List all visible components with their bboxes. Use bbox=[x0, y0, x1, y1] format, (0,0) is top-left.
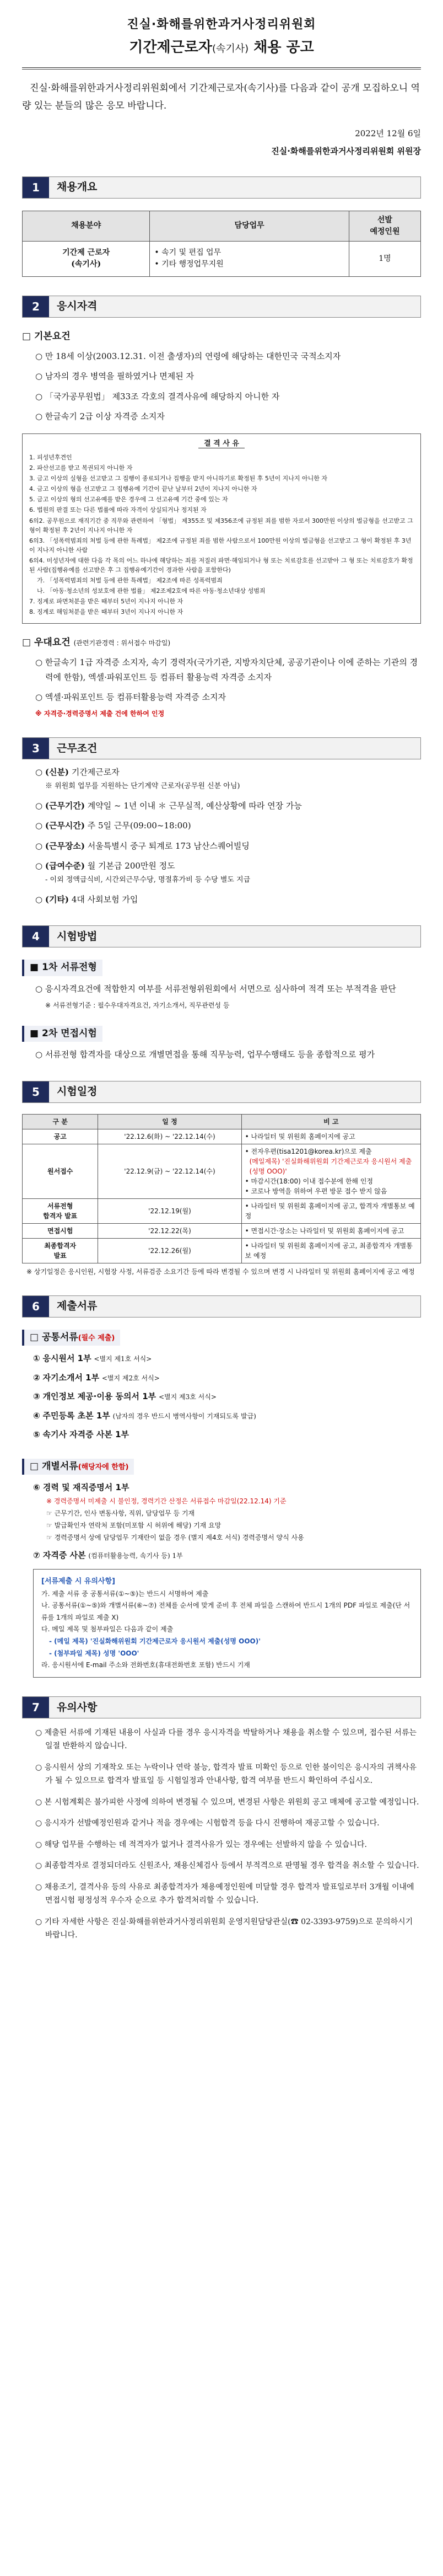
submission-note: 라. 응시원서에 E-mail 주소와 전화번호(휴대전화번호 포함) 반드시 기재 bbox=[41, 1661, 250, 1669]
list-item-text: 한글속기 1급 자격증 소지자, 속기 경력자(국가기관, 지방자치단체, 공공기관이나 이에 준하는 기관의 경력에 한함), 엑셀·파워포인트 등 컴퓨터 활용능력 자격증 소지자 bbox=[45, 657, 418, 682]
doc-item bbox=[33, 1390, 421, 1403]
doc-item bbox=[33, 1428, 421, 1441]
section-header-exam bbox=[22, 925, 421, 947]
table-cell: 1명 bbox=[349, 241, 420, 276]
overview-table bbox=[22, 211, 421, 277]
doc-note: (컴퓨터활용능력, 속기사 등) 1부 bbox=[88, 1551, 183, 1560]
signer: 진실·화해를위한과거사정리위원회 위원장 bbox=[271, 146, 421, 157]
table-row bbox=[23, 1144, 421, 1198]
condition-item bbox=[35, 874, 421, 887]
exam-note: ※ 서류전형기준 : 필수우대자격요건, 자기소개서, 직무관련성 등 bbox=[45, 1001, 230, 1009]
schedule-note: 전자우편(tisa1201@korea.kr)으로 제출 bbox=[251, 1147, 372, 1155]
section-header-cautions bbox=[22, 1696, 421, 1718]
table-row bbox=[23, 1198, 421, 1223]
condition-key: (근무기간) bbox=[45, 801, 85, 811]
table-header: 선발 예정인원 bbox=[349, 211, 420, 241]
condition-value: 서울특별시 중구 퇴계로 173 남산스퀘어빌딩 bbox=[87, 840, 250, 851]
condition-key: (근무시간) bbox=[45, 821, 85, 831]
doc-note: <별지 제2호 서식> bbox=[101, 1374, 160, 1382]
title-divider bbox=[22, 67, 421, 69]
section-label: 근무조건 bbox=[57, 742, 98, 754]
doc-num: ⑤ bbox=[33, 1429, 40, 1440]
subhead-text: 우대요건 bbox=[34, 636, 71, 648]
section-header-overview bbox=[22, 176, 421, 199]
subhead-second-stage: ■ 2차 면접시험 bbox=[22, 1026, 102, 1042]
caution-text: 응시자가 선발예정인원과 같거나 적을 경우에는 시험합격 등을 다시 진행하여 재공고할 수 있습니다. bbox=[44, 1819, 380, 1828]
table-cell: • 전자우편(tisa1201@korea.kr)으로 제출 (메일제목) '진실화해위원회 기간제근로자 응시원서 제출(성명 OOO)' • 마감시간(18:00) 이내 접수분에 한해 인정 • 코로나 방역을 위하여 우편 방문 접수 받지 않음 bbox=[241, 1144, 420, 1198]
caution-text: 제출된 서류에 기재된 내용이 사실과 다를 경우 응시자격을 박탈하거나 채용을 취소할 수 있으며, 접수된 서류는 일절 반환하지 않습니다. bbox=[44, 1728, 417, 1751]
condition-item: ○ (신분) 기간제근로자 bbox=[35, 767, 120, 778]
list-item: ○ 엑셀·파워포인트 등 컴퓨터활용능력 자격증 소지자 bbox=[35, 692, 226, 702]
schedule-note: 코로나 방역을 위하여 우편 방문 접수 받지 않음 bbox=[251, 1187, 387, 1195]
list-item-text: 한글속기 2급 이상 자격증 소지자 bbox=[45, 411, 165, 421]
table-cell: • 나라일터 및 위원회 홈페이지에 공고, 합격자 개별통보 예정 bbox=[241, 1198, 420, 1223]
section-number: 2 bbox=[23, 296, 49, 317]
disq-item: 가. 「성폭력범죄의 처벌 등에 관한 특례법」 제2조에 따른 성폭력범죄 bbox=[37, 576, 223, 584]
condition-value: 월 기본급 200만원 정도 bbox=[87, 860, 175, 871]
intro-text: 진실·화해를위한과거사정리위원회에서 기간제근로자(속기사)를 다음과 같이 공개 모집하오니 역량 있는 분들의 많은 응모 바랍니다. bbox=[22, 83, 420, 112]
condition-key: (급여수준) bbox=[45, 860, 85, 871]
subhead-preferred: □ 우대요건 (관련기관경력 : 위서접수 마감일) bbox=[22, 636, 171, 648]
subhead-first-stage: ■ 1차 서류전형 bbox=[22, 960, 102, 976]
doc-subnote: ☞ 경력증명서 상에 담당업무 기재란이 없을 경우 (별지 제4호 서식) 경력증명서 양식 사용 bbox=[46, 1533, 304, 1541]
table-cell: '22.12.9(금) ~ '22.12.14(수) bbox=[98, 1144, 241, 1198]
schedule-footnote: ※ 상기일정은 응시인원, 시험장 사정, 서류검증 소요기간 등에 따라 변경될 수 있으며 변경 시 나라일터 및 위원회 홈페이지에 공고 예정 bbox=[26, 1267, 415, 1276]
condition-value: 4대 사회보험 가입 bbox=[71, 894, 138, 904]
doc-name: 속기사 자격증 사본 1부 bbox=[42, 1429, 129, 1440]
caution-item: ○ 최종합격자로 결정되더라도 신원조사, 채용신체검사 등에서 부적격으로 판명될 경우 합격을 취소할 수 있습니다. bbox=[35, 1861, 419, 1871]
doc-note: <별지 제1호 서식> bbox=[94, 1355, 152, 1363]
exam-desc: 응시자격요건에 적합한지 여부를 서류전형위원회에서 서면으로 심사하여 적격 또는 부적격을 판단 bbox=[45, 983, 396, 994]
doc-item bbox=[33, 1410, 421, 1422]
table-cell: 원서접수 bbox=[23, 1144, 98, 1198]
list-item-text: 만 18세 이상(2003.12.31. 이전 출생자)의 연령에 해당하는 대한민국 국적소지자 bbox=[45, 351, 341, 362]
caution-item: ○ 채용조기, 결격사유 등의 사유로 최종합격자가 채용예정인원에 미달할 경우 합격자 발표일로부터 3개월 이내에 면접시험 평정성적 우수자 순으로 추가 합격처리할 수 있습니다. bbox=[35, 1882, 414, 1905]
list-item-text: 남자의 경우 병역을 필하였거나 면제된 자 bbox=[45, 371, 195, 382]
table-cell: 면접시험 bbox=[23, 1223, 98, 1238]
condition-key: (신분) bbox=[45, 767, 69, 778]
duty-item: • 기타 행정업무지원 bbox=[154, 260, 224, 269]
list-item: ○ 남자의 경우 병역을 필하였거나 면제된 자 bbox=[35, 371, 195, 382]
table-cell: 서류전형 합격자 발표 bbox=[23, 1198, 98, 1223]
subhead-basic: □ 기본요건 bbox=[22, 330, 71, 342]
caution-text: 기타 자세한 사항은 진실·화해를위한과거사정리위원회 운영지원담당관실(☎ 02-3393-9759)으로 문의하시기 바랍니다. bbox=[44, 1917, 413, 1940]
schedule-table bbox=[22, 1114, 421, 1263]
caution-item: ○ 해당 업무를 수행하는 데 적격자가 없거나 결격사유가 있는 경우에는 선발하지 않을 수 있습니다. bbox=[35, 1840, 367, 1849]
caution-item: ○ 응시원서 상의 기재착오 또는 누락이나 연락 불능, 합격자 발표 미확인 등으로 인한 불이익은 응시자의 귀책사유가 될 수 있으므로 합격자 발표일 등 시험일정과 안내사항, 합격 여부를 반드시 확인하여 주십시오. bbox=[35, 1763, 417, 1786]
subhead-text: 1차 서류전형 bbox=[41, 962, 97, 973]
section-number: 7 bbox=[23, 1697, 49, 1718]
schedule-note: 마감시간(18:00) 이내 접수분에 한해 인정 bbox=[251, 1177, 374, 1185]
list-item-text: 엑셀·파워포인트 등 컴퓨터활용능력 자격증 소지자 bbox=[45, 692, 226, 702]
duty-text: 기타 행정업무지원 bbox=[161, 260, 224, 269]
disq-item: 6의4. 미성년자에 대한 다음 각 목의 어느 하나에 해당하는 죄를 저질러 파면·해임되거나 형 또는 치료감호를 선고받아 그 형 또는 치료감호가 확정된 사람(집행유예를 선고받은 후 그 집행유예기간이 경과한 사람을 포함한다) bbox=[29, 556, 413, 574]
title-main: 기간제근로자 bbox=[129, 39, 212, 56]
table-row bbox=[23, 241, 421, 276]
condition-item: ○ (근무기간) 계약일 ~ 1년 이내 ＊ 근무실적, 예산상황에 따라 연장 가능 bbox=[35, 801, 302, 811]
table-header-row bbox=[23, 1114, 421, 1129]
submission-note: - (첨부파일 제목) 성명 'OOO' bbox=[49, 1649, 139, 1657]
submission-notes-title: [서류제출 시 유의사항] bbox=[41, 1577, 115, 1586]
disq-item: 6의3. 「성폭력범죄의 처벌 등에 관한 특례법」 제2조에 규정된 죄를 범한 사람으로서 100만원 이상의 벌금형을 선고받고 그 형이 확정된 후 3년이 지나지 아니한 사람 bbox=[29, 537, 412, 554]
table-cell: • 면접시간·장소는 나라일터 및 위원회 홈페이지에 공고 bbox=[241, 1223, 420, 1238]
doc-item bbox=[33, 1352, 421, 1365]
list-item: ○ 한글속기 1급 자격증 소지자, 속기 경력자(국가기관, 지방자치단체, 공공기관이나 이에 준하는 기관의 경력에 한함), 엑셀·파워포인트 등 컴퓨터 활용능력 자격증 소지자 bbox=[35, 657, 418, 682]
caution-item: ○ 본 시험계획은 불가피한 사정에 의하여 변경될 수 있으며, 변경된 사항은 위원회 공고 매체에 공고할 예정입니다. bbox=[35, 1797, 419, 1807]
table-cell: • 나라일터 및 위원회 홈페이지에 공고 bbox=[241, 1129, 420, 1144]
doc-num: ② bbox=[33, 1372, 40, 1383]
caution-text: 최종합격자로 결정되더라도 신원조사, 채용신체검사 등에서 부적격으로 판명될 경우 합격을 취소할 수 있습니다. bbox=[44, 1861, 419, 1871]
condition-item: ○ (근무시간) 주 5일 근무(09:00~18:00) bbox=[35, 821, 191, 831]
submission-notes-box bbox=[33, 1569, 421, 1678]
caution-item: ○ 제출된 서류에 기재된 내용이 사실과 다를 경우 응시자격을 박탈하거나 채용을 취소할 수 있으며, 접수된 서류는 일절 반환하지 않습니다. bbox=[35, 1728, 417, 1751]
table-cell: 최종합격자 발표 bbox=[23, 1238, 98, 1263]
condition-value: 주 5일 근무(09:00~18:00) bbox=[87, 821, 191, 831]
table-cell: 기간제 근로자 (속기사) bbox=[23, 241, 150, 276]
section-header-schedule bbox=[22, 1081, 421, 1103]
doc-item bbox=[33, 1372, 421, 1384]
section-header-qualification bbox=[22, 296, 421, 318]
caution-item: ○ 기타 자세한 사항은 진실·화해를위한과거사정리위원회 운영지원담당관실(☎ 02-3393-9759)으로 문의하시기 바랍니다. bbox=[35, 1917, 413, 1940]
section-label: 응시자격 bbox=[57, 300, 98, 313]
subhead-common-docs: □ 공통서류(필수 제출) bbox=[22, 1330, 120, 1346]
disqualification-title bbox=[29, 438, 414, 449]
doc-subnote: ☞ 발급확인자 연락처 포함(미포함 시 허위에 해당) 기재 요망 bbox=[46, 1521, 222, 1529]
schedule-note: (메일제목) '진실화해위원회 기간제근로자 응시원서 제출(성명 OOO)' bbox=[249, 1157, 412, 1175]
section-label: 유의사항 bbox=[57, 1701, 98, 1713]
section-header-conditions bbox=[22, 737, 421, 759]
table-cell: 공고 bbox=[23, 1129, 98, 1144]
doc-subnote: ※ 경력증명서 미제출 시 불인정, 경력기간 산정은 서류접수 마감일(22.12.14) 기준 bbox=[46, 1497, 287, 1505]
doc-name: 개인정보 제공·이용 동의서 1부 bbox=[42, 1391, 156, 1402]
disq-item: 6. 법원의 판결 또는 다른 법률에 따라 자격이 상실되거나 정지된 자 bbox=[29, 506, 207, 514]
caution-text: 응시원서 상의 기재착오 또는 누락이나 연락 불능, 합격자 발표 미확인 등으로 인한 불이익은 응시자의 귀책사유가 될 수 있으므로 합격자 발표일 등 시험일정과 안내사항, 합격 여부를 반드시 확인하여 주십시오. bbox=[44, 1763, 417, 1786]
disq-item: 나. 「아동·청소년의 성보호에 관한 법률」 제2조제2호에 따른 아동·청소년대상 성범죄 bbox=[37, 587, 266, 595]
schedule-note: 나라일터 및 위원회 홈페이지에 공고 bbox=[251, 1132, 355, 1140]
submission-note: 나. 공통서류(①~⑤)와 개별서류(⑥~⑦) 전체를 순서에 맞게 준비 후 전체 파일을 스캔하여 반드시 1개의 PDF 파일로 제출(단 서류를 1개의 파일로 제출 X) bbox=[41, 1602, 410, 1621]
table-cell bbox=[150, 241, 349, 276]
condition-value: - 이외 정액급식비, 시간외근무수당, 명절휴가비 등 수당 별도 지급 bbox=[45, 876, 251, 885]
table-cell: '22.12.19(월) bbox=[98, 1198, 241, 1223]
notice-date: 2022년 12월 6일 bbox=[355, 128, 421, 138]
submission-note: - (메일 제목) '진실화해위원회 기간제근로자 응시원서 제출(성명 OOO)' bbox=[49, 1637, 261, 1645]
condition-key: (기타) bbox=[45, 894, 69, 904]
disq-item: 8. 징계로 해임처분을 받은 때부터 3년이 지나지 아니한 자 bbox=[29, 608, 183, 615]
exam-text: ○ 서류전형 합격자를 대상으로 개별면접을 통해 직무능력, 업무수행태도 등을 종합적으로 평가 bbox=[35, 1049, 375, 1060]
notice-title bbox=[22, 37, 421, 58]
caution-item: ○ 응시자가 선발예정인원과 같거나 적을 경우에는 시험합격 등을 다시 진행하여 재공고할 수 있습니다. bbox=[35, 1819, 380, 1828]
condition-item bbox=[35, 780, 421, 793]
title-sub: (속기사) bbox=[212, 43, 249, 55]
section-label: 시험방법 bbox=[57, 930, 98, 942]
exam-text: ○ 응시자격요건에 적합한지 여부를 서류전형위원회에서 서면으로 심사하여 적격 또는 부적격을 판단 bbox=[35, 983, 396, 994]
doc-num: ③ bbox=[33, 1391, 40, 1402]
subhead-req: (필수 제출) bbox=[78, 1333, 115, 1342]
section-label: 시험일정 bbox=[57, 1085, 98, 1098]
list-item: ○ 한글속기 2급 이상 자격증 소지자 bbox=[35, 411, 165, 421]
table-header: 구 분 bbox=[23, 1114, 98, 1129]
table-cell: • 나라일터 및 위원회 홈페이지에 공고, 최종합격자 개별통보 예정 bbox=[241, 1238, 420, 1263]
table-row bbox=[23, 1238, 421, 1263]
section-number: 3 bbox=[23, 738, 49, 759]
preferred-warning: ※ 자격증·경력증명서 제출 건에 한하여 인정 bbox=[35, 710, 165, 718]
section-label: 제출서류 bbox=[57, 1300, 98, 1313]
disqualification-title-text: 결 격 사 유 bbox=[198, 440, 245, 448]
doc-subnote: ☞ 근무기간, 인사 변동사항, 직위, 담당업무 등 기재 bbox=[46, 1509, 195, 1517]
disq-item: 3. 금고 이상의 실형을 선고받고 그 집행이 종료되거나 집행을 받지 아니하기로 확정된 후 5년이 지나지 아니한 자 bbox=[29, 475, 327, 483]
doc-note: (남자의 경우 반드시 병역사항이 기재되도록 발급) bbox=[112, 1412, 256, 1420]
exam-desc: 서류전형 합격자를 대상으로 개별면접을 통해 직무능력, 업무수행태도 등을 종합적으로 평가 bbox=[45, 1049, 375, 1060]
condition-value: 계약일 ~ 1년 이내 ＊ 근무실적, 예산상황에 따라 연장 가능 bbox=[87, 801, 302, 811]
doc-name: 응시원서 1부 bbox=[42, 1353, 91, 1364]
section-number: 6 bbox=[23, 1296, 49, 1317]
list-item: ○ 「국가공무원법」 제33조 각호의 결격사유에 해당하지 아니한 자 bbox=[35, 391, 280, 401]
caution-text: 해당 업무를 수행하는 데 적격자가 없거나 결격사유가 있는 경우에는 선발하지 않을 수 있습니다. bbox=[44, 1840, 367, 1849]
condition-item: ○ (기타) 4대 사회보험 가입 bbox=[35, 894, 138, 904]
schedule-note: 나라일터 및 위원회 홈페이지에 공고, 최종합격자 개별통보 예정 bbox=[245, 1241, 413, 1260]
table-row bbox=[23, 1129, 421, 1144]
list-item: ○ 만 18세 이상(2003.12.31. 이전 출생자)의 연령에 해당하는 대한민국 국적소지자 bbox=[35, 351, 341, 362]
subhead-text: 공통서류 bbox=[41, 1331, 78, 1343]
schedule-note: 면접시간·장소는 나라일터 및 위원회 홈페이지에 공고 bbox=[251, 1227, 404, 1235]
table-header: 채용분야 bbox=[23, 211, 150, 241]
submission-note: 다. 메일 제목 및 첨부파일은 다음과 같이 제출 bbox=[41, 1625, 174, 1634]
doc-num: ① bbox=[33, 1353, 40, 1364]
condition-item: ○ (근무장소) 서울특별시 중구 퇴계로 173 남산스퀘어빌딩 bbox=[35, 840, 250, 851]
table-header: 담당업무 bbox=[150, 211, 349, 241]
section-number: 4 bbox=[23, 926, 49, 947]
doc-name: ⑥ 경력 및 재직증명서 1부 bbox=[33, 1482, 129, 1493]
disqualification-box bbox=[22, 433, 421, 624]
section-number: 1 bbox=[23, 177, 49, 198]
condition-value: 기간제근로자 bbox=[71, 767, 120, 778]
doc-name: 주민등록 초본 1부 bbox=[42, 1410, 110, 1421]
doc-item bbox=[33, 1549, 421, 1562]
section-header-documents bbox=[22, 1295, 421, 1318]
subhead-text: 2차 면접시험 bbox=[41, 1027, 97, 1039]
subhead-req: (해당자에 한함) bbox=[78, 1463, 129, 1471]
doc-item bbox=[33, 1481, 421, 1494]
duty-item: • 속기 및 편집 업무 bbox=[154, 248, 222, 258]
disq-item: 5. 금고 이상의 형의 선고유예를 받은 경우에 그 선고유예 기간 중에 있는 자 bbox=[29, 496, 228, 504]
disq-item: 1. 피성년후견인 bbox=[29, 454, 72, 462]
caution-text: 본 시험계획은 불가피한 사정에 의하여 변경될 수 있으며, 변경된 사항은 위원회 공고 매체에 공고할 예정입니다. bbox=[44, 1797, 419, 1807]
disq-item: 6의2. 공무원으로 재직기간 중 직무와 관련하여 「형법」 제355조 및 제356조에 규정된 죄를 범한 자로서 300만원 이상의 벌금형을 선고받고 그 형이 확정된 후 2년이 지나지 아니한 자 bbox=[29, 517, 413, 534]
table-header-row bbox=[23, 211, 421, 241]
title-tail: 채용 공고 bbox=[248, 39, 314, 56]
duty-text: 속기 및 편집 업무 bbox=[161, 248, 222, 258]
table-row bbox=[23, 1223, 421, 1238]
caution-text: 채용조기, 결격사유 등의 사유로 최종합격자가 채용예정인원에 미달할 경우 합격자 발표일로부터 3개월 이내에 면접시험 평정성적 우수자 순으로 추가 합격처리할 수 있습니다. bbox=[44, 1882, 414, 1905]
schedule-note: 나라일터 및 위원회 홈페이지에 공고, 합격자 개별통보 예정 bbox=[245, 1202, 415, 1220]
doc-name: 자기소개서 1부 bbox=[42, 1372, 100, 1383]
table-header: 일 정 bbox=[98, 1114, 241, 1129]
table-header: 비 고 bbox=[241, 1114, 420, 1129]
disq-item: 2. 파산선고를 받고 복권되지 아니한 자 bbox=[29, 464, 133, 472]
disq-item: 4. 금고 이상의 형을 선고받고 그 집행유예 기간이 끝난 날부터 2년이 지나지 아니한 자 bbox=[29, 485, 257, 493]
org-name: 진실·화해를위한과거사정리위원회 bbox=[127, 18, 316, 31]
subhead-individual-docs: □ 개별서류(해당자에 한함) bbox=[22, 1459, 134, 1475]
list-item-text: 「국가공무원법」 제33조 각호의 결격사유에 해당하지 아니한 자 bbox=[45, 391, 280, 401]
condition-key: (근무장소) bbox=[45, 840, 85, 851]
submission-note: 가. 제출 서류 중 공통서류(①~⑤)는 반드시 서명하여 제출 bbox=[41, 1589, 209, 1598]
subhead-text: 기본요건 bbox=[34, 330, 71, 342]
condition-item: ○ (급여수준) 월 기본급 200만원 정도 bbox=[35, 860, 175, 871]
doc-name: ⑦ 자격증 사본 bbox=[33, 1550, 86, 1560]
doc-num: ④ bbox=[33, 1410, 40, 1421]
table-cell: '22.12.26(월) bbox=[98, 1238, 241, 1263]
section-label: 채용개요 bbox=[57, 181, 98, 194]
table-cell: '22.12.22(목) bbox=[98, 1223, 241, 1238]
subhead-text: 개별서류 bbox=[41, 1460, 78, 1472]
disq-item: 7. 징계로 파면처분을 받은 때부터 5년이 지나지 아니한 자 bbox=[29, 597, 183, 605]
section-number: 5 bbox=[23, 1081, 49, 1102]
doc-note: <별지 제3호 서식> bbox=[158, 1393, 217, 1401]
subhead-note: (관련기관경력 : 위서접수 마감일) bbox=[73, 639, 171, 647]
table-cell: '22.12.6(화) ~ '22.12.14(수) bbox=[98, 1129, 241, 1144]
condition-value: ※ 위원회 업무를 지원하는 단기계약 근로자(공무원 신분 아님) bbox=[45, 782, 240, 791]
